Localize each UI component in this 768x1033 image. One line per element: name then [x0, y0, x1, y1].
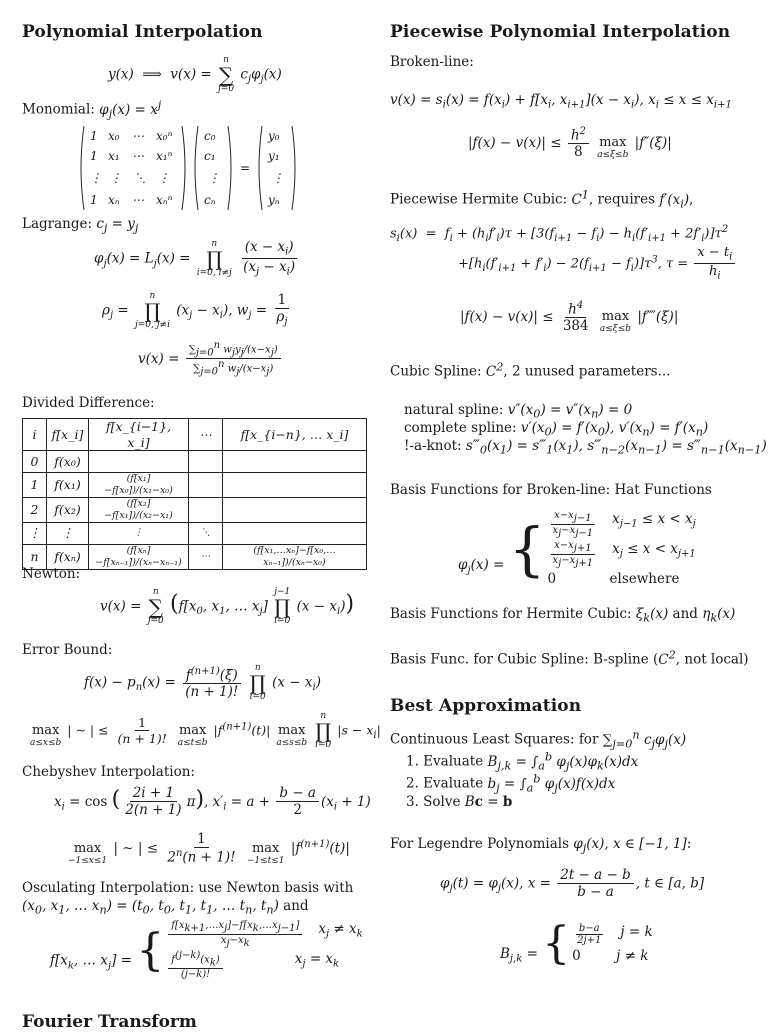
broken-line-label: Broken-line:	[390, 54, 474, 70]
table-cell: f(xₙ)	[47, 544, 89, 569]
svg-text:⋮: ⋮	[158, 171, 170, 185]
table-cell	[189, 451, 223, 473]
equation-chebyshev-error: max −1≤x≤1 | ∼ | ≤ $\frac{1}{2^n(n + 1)!}$ max −1≤t≤1 $|f^{(n+1)}(t)|$	[68, 831, 350, 867]
svg-text:c₀: c₀	[204, 129, 216, 143]
svg-text:xₙⁿ: xₙⁿ	[156, 193, 173, 207]
table-cell	[223, 451, 367, 473]
svg-text:x₀ⁿ: x₀ⁿ	[156, 129, 173, 143]
table-header-row	[23, 419, 367, 451]
svg-text:⋮: ⋮	[90, 171, 102, 185]
svg-text:⋮: ⋮	[272, 171, 284, 185]
cubic-spline-label: Cubic Spline: $C^2$, 2 unused parameters...	[390, 360, 671, 380]
equation-legendre-gram: $B_{j,k}$ = { $\frac{b-a}{2j+1}$ j = k 0 j ≠ k	[500, 918, 653, 969]
table-cell: n	[23, 544, 47, 569]
table-header-cell: ⋯	[189, 419, 223, 451]
table-cell: ⋮	[23, 522, 47, 544]
table-cell: 1	[23, 473, 47, 498]
complete-spline-line: complete spline: $v'(x_0) = f'(x_0)$, $v'(x_n) = f'(x_n)$	[404, 420, 709, 439]
svg-text:c₁: c₁	[204, 149, 216, 163]
section-title-polynomial-interpolation: Polynomial Interpolation	[22, 22, 263, 42]
vandermonde-matrix-graphic	[78, 124, 348, 212]
svg-text:x₁: x₁	[108, 149, 120, 163]
table-cell: (f[xₙ]−f[xₙ₋₁])/(xₙ−xₙ₋₁)	[89, 544, 189, 569]
least-squares-step-2: 2. Evaluate $b_j = \int_a^b$ $\varphi_j(x)f(x)dx$	[406, 772, 616, 795]
svg-text:yₙ: yₙ	[268, 193, 280, 207]
chebyshev-label: Chebyshev Interpolation:	[22, 764, 195, 780]
natural-spline-line: natural spline: $v''(x_0) = v''(x_n) = 0$	[404, 402, 633, 421]
equation-lagrange-basis: $\varphi_j(x) = L_j(x)$ = n ∏ i=0, i≠j $\frac{(x - x_i)}{(x_j - x_i)}$	[94, 239, 296, 279]
least-squares-step-3: 3. Solve Bc = b	[406, 794, 513, 810]
table-cell: (f[x₁,…xₙ]−f[x₀,…xₙ₋₁])/(xₙ−x₀)	[223, 544, 367, 569]
svg-text:1: 1	[90, 129, 98, 143]
svg-text:=: =	[240, 161, 251, 175]
svg-text:xₙ: xₙ	[108, 193, 120, 207]
hermite-basis-label: Basis Functions for Hermite Cubic: $\xi_k(x)$ and $\eta_k(x)$	[390, 606, 736, 625]
equation-rho: $\rho_j$ = n ∏ j=0, j≠i $(x_j - x_i)$, $w_j$ = $\frac{1}{\rho_j}$	[102, 291, 288, 330]
equation-error-1: $f(x) - p_n(x)$ = $\frac{f^{(n+1)}(\xi)}{(n + 1)!}$ n ∏ i=0 $(x - x_i)$	[84, 663, 321, 702]
svg-text:⋮: ⋮	[208, 171, 220, 185]
svg-text:⋱: ⋱	[134, 171, 146, 185]
equation-newton: v(x) = n ∑ j=0 ($f[x_0$, $x_1$, … $x_j$] j−1 ∏ i=0 $(x - x_i)$)	[100, 587, 355, 626]
error-bound-label: Error Bound:	[22, 642, 113, 658]
legendre-label: For Legendre Polynomials $\varphi_j(x)$, x ∈ [−1, 1]:	[390, 836, 692, 855]
table-cell: ⋮	[89, 522, 189, 544]
svg-text:⋯: ⋯	[132, 129, 144, 143]
equation-hat-function: $\varphi_j(x)$ = { $\frac{x-x_{j-1}}{x_j-x_{j-1}}$ $x_{j-1} \le x < x_j$ $\frac{x-x_{j+1}}{x_j-x_{j+1}}$ $x_j \le x < x_{j+1}$ 0 elsewhere	[458, 510, 696, 587]
equation-osculating: $f[x_k$, … $x_j$] = { $\frac{f[x_{k+1},\dots x_j]-f[x_k,\dots x_{j-1}]}{x_j-x_k}$ $x_j \ne x_k$ $\frac{f^{(j-k)}(x_k)}{(j-k)!}$ $x_j = x_k$	[50, 920, 363, 981]
svg-text:⋯: ⋯	[132, 149, 144, 163]
hat-functions-label: Basis Functions for Broken-line: Hat Functions	[390, 482, 712, 498]
svg-text:⋮: ⋮	[110, 171, 122, 185]
table-cell	[223, 473, 367, 498]
table-header-cell: f[x_{i−1}, x_i]	[89, 419, 189, 451]
vandermonde-system	[78, 124, 348, 217]
table-cell: f(x₁)	[47, 473, 89, 498]
svg-text:cₙ: cₙ	[204, 193, 216, 207]
equation-legendre-map: $\varphi_j(t) = \varphi_j(x)$, x = $\frac{2t - a - b}{b - a}$ , t ∈ [a, b]	[440, 867, 705, 900]
table-cell	[189, 498, 223, 523]
table-row	[23, 522, 367, 544]
monomial-label: Monomial: $\varphi_j(x) = x^j$	[22, 98, 162, 121]
table-row	[23, 451, 367, 473]
table-cell: 2	[23, 498, 47, 523]
divided-difference-label: Divided Difference:	[22, 395, 155, 411]
table-cell: f(x₀)	[47, 451, 89, 473]
equation-broken-line: $v(x) = s_i(x) = f(x_i) + f[x_i$, $x_{i+1}](x - x_i)$, $x_i \le x \le x_{i+1}$	[390, 92, 732, 111]
table-row	[23, 473, 367, 498]
hermite-label: Piecewise Hermite Cubic: $C^1$, requires $f'(x_i)$,	[390, 188, 694, 211]
section-title-piecewise-interpolation: Piecewise Polynomial Interpolation	[390, 22, 731, 42]
table-cell: ⋮	[47, 522, 89, 544]
least-squares-label: Continuous Least Squares: for $\sum_{j=0}^n$ $c_j\varphi_j(x)$	[390, 728, 687, 751]
table-cell	[223, 498, 367, 523]
equation-interpolant: y(x) ⟹ v(x) = n ∑ j=0 $c_j\varphi_j(x)$	[108, 55, 282, 94]
equation-hermite-1: $s_i(x) = f_i + (h_if'_i)\tau + [3(f_{i+1} - f_i) - h_i(f'_{i+1} + 2f'_i)]\tau^2$	[390, 224, 729, 244]
equation-error-2: max a≤x≤b | ∼ | ≤ $\frac{1}{(n + 1)!}$ max a≤t≤b $|f^{(n+1)}(t)|$ max a≤s≤b n ∏ i=0 $|s - x_i|$	[30, 711, 381, 750]
table-header-cell: f[x_i]	[47, 419, 89, 451]
svg-text:⋯: ⋯	[132, 193, 144, 207]
spline-basis-label: Basis Func. for Cubic Spline: B-spline ($C^2$, not local)	[390, 648, 749, 668]
section-title-fourier-transform: Fourier Transform	[22, 1012, 197, 1032]
table-cell	[89, 451, 189, 473]
svg-text:1: 1	[90, 149, 98, 163]
not-a-knot-line: !-a-knot: $s‴_0(x_1)$ = $s‴_1(x_1)$, $s‴_{n-2}(x_{n-1})$ = $s‴_{n-1}(x_{n-1})$	[404, 438, 767, 457]
svg-text:x₁ⁿ: x₁ⁿ	[156, 149, 173, 163]
osculating-label-1: Osculating Interpolation: use Newton basis with	[22, 880, 354, 896]
svg-text:y₁: y₁	[268, 149, 280, 163]
newton-label: Newton:	[22, 566, 81, 582]
table-header-cell: i	[23, 419, 47, 451]
table-header-cell: f[x_{i−n}, … x_i]	[223, 419, 367, 451]
svg-text:x₀: x₀	[108, 129, 120, 143]
table-cell: (f[x₂]−f[x₁])/(x₂−x₁)	[89, 498, 189, 523]
table-cell	[223, 522, 367, 544]
table-cell: f(x₂)	[47, 498, 89, 523]
osculating-label-2: ($x_0$, $x_1$, … $x_n) = (t_0$, $t_0$, $t_1$, $t_1$, … $t_n$, $t_n$) and	[22, 898, 309, 917]
svg-text:y₀: y₀	[268, 129, 280, 143]
table-cell: 0	[23, 451, 47, 473]
table-cell: ⋯	[189, 544, 223, 569]
table-row	[23, 498, 367, 523]
equation-hermite-2: $+[h_i(f'_{i+1} + f'_i) - 2(f_{i+1} - f_i)]\tau^3$, τ = $\frac{x - t_i}{h_i}$	[458, 246, 737, 282]
lagrange-label: Lagrange: $c_j = y_j$	[22, 216, 139, 235]
equation-hermite-error: |f(x) − v(x)| ≤ $\frac{h^4}{384}$ max a≤ξ≤b |f⁗(ξ)|	[460, 300, 679, 335]
equation-chebyshev-nodes: $x_i = \cos$ ( $\frac{2i + 1}{2(n + 1)}$ π), $x'_i = a$ + $\frac{b - a}{2}$ $(x_i + 1)$	[54, 785, 371, 819]
svg-text:1: 1	[90, 193, 98, 207]
table-cell: ⋱	[189, 522, 223, 544]
divided-difference-table	[22, 418, 367, 570]
equation-broken-line-error: |f(x) − v(x)| ≤ $\frac{h^2}{8}$ max a≤ξ≤b |f″(ξ)|	[468, 126, 672, 161]
least-squares-step-1: 1. Evaluate $B_{j,k} = \int_a^b$ $\varphi_j(x)\varphi_k(x)dx$	[406, 750, 639, 773]
section-title-best-approximation: Best Approximation	[390, 696, 582, 716]
table-cell	[189, 473, 223, 498]
equation-barycentric: v(x) = $\frac{\sum_{j=0}^n w_jy_j/(x-x_j)}{\sum_{j=0}^n w_j/(x-x_j)}$	[138, 340, 283, 379]
table-cell: (f[x₁]−f[x₀])/(x₁−x₀)	[89, 473, 189, 498]
